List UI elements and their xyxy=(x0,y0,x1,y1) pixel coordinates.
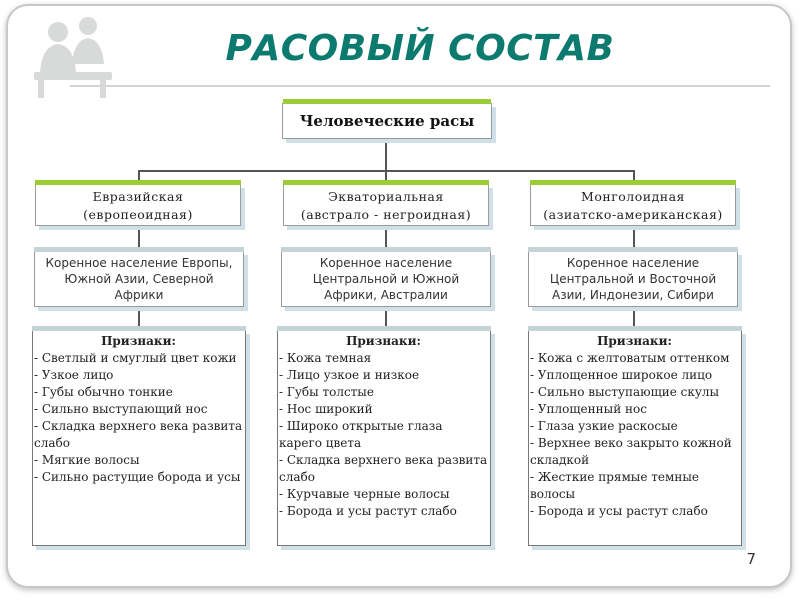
sign-item: - Верхнее веко закрыто кожной складкой xyxy=(530,436,732,467)
signs-header: Признаки: xyxy=(346,334,421,348)
signs-list xyxy=(530,350,739,520)
signs-header: Признаки: xyxy=(101,334,176,348)
race-node-eurasian xyxy=(35,184,241,226)
sign-item: - Губы обычно тонкие xyxy=(34,385,173,399)
sign-item: - Кожа темная xyxy=(279,351,372,365)
root-stem xyxy=(385,139,387,171)
race-node-equatorial xyxy=(283,184,489,226)
race-alt-name: (европеоидная) xyxy=(83,207,193,222)
race-name: Евразийская xyxy=(92,189,184,204)
signs-list xyxy=(279,350,488,520)
title-divider xyxy=(70,85,770,87)
sign-item: - Уплощенный нос xyxy=(530,402,647,416)
population-equatorial: Коренное население Центральной и Южной Африки, Австралии xyxy=(281,251,491,307)
signs-mongoloid xyxy=(528,330,742,546)
signs-eurasian xyxy=(32,330,246,546)
col2-drop-1 xyxy=(385,227,387,249)
sign-item: - Глаза узкие раскосые xyxy=(530,419,678,433)
sign-item: - Нос широкий xyxy=(279,402,373,416)
root-node: Человеческие расы xyxy=(282,103,492,139)
col3-drop-1 xyxy=(633,227,635,249)
sign-item: - Широко открытые глаза карего цвета xyxy=(279,419,443,450)
sign-item: - Борода и усы растут слабо xyxy=(279,504,457,518)
sign-item: - Узкое лицо xyxy=(34,368,114,382)
sign-item: - Губы толстые xyxy=(279,385,374,399)
signs-header: Признаки: xyxy=(597,334,672,348)
business-people-logo xyxy=(28,12,128,102)
sign-item: - Курчавые черные волосы xyxy=(279,487,450,501)
sign-item: - Борода и усы растут слабо xyxy=(530,504,708,518)
sign-item: - Жесткие прямые темные волосы xyxy=(530,470,700,501)
race-node-mongoloid xyxy=(530,184,736,226)
population-eurasian: Коренное население Европы, Южной Азии, Северной Африки xyxy=(34,251,244,307)
race-alt-name: (австрало - негроидная) xyxy=(300,207,472,222)
sign-item: - Складка верхнего века развита слабо xyxy=(34,419,243,450)
slide-title: РАСОВЫЙ СОСТАВ xyxy=(225,28,615,69)
population-mongoloid: Коренное население Центральной и Восточной Азии, Индонезии, Сибири xyxy=(528,251,738,307)
sign-item: - Светлый и смуглый цвет кожи xyxy=(34,351,237,365)
col3-drop-2 xyxy=(633,306,635,328)
sign-item: - Мягкие волосы xyxy=(34,453,140,467)
col1-drop-2 xyxy=(138,306,140,328)
race-name: Монголоидная xyxy=(581,189,685,204)
race-alt-name: (азиатско-американская) xyxy=(543,207,723,222)
signs-equatorial xyxy=(277,330,491,546)
race-name: Экваториальная xyxy=(328,189,444,204)
sign-item: - Сильно выступающие скулы xyxy=(530,385,720,399)
sign-item: - Сильно растущие борода и усы xyxy=(34,470,241,484)
sign-item: - Уплощенное широкое лицо xyxy=(530,368,713,382)
sign-item: - Лицо узкое и низкое xyxy=(279,368,420,382)
sign-item: - Кожа с желтоватым оттенком xyxy=(530,351,730,365)
col1-drop-1 xyxy=(138,227,140,249)
signs-list xyxy=(34,350,243,486)
col2-drop-2 xyxy=(385,306,387,328)
sign-item: - Складка верхнего века развита слабо xyxy=(279,453,488,484)
sign-item: - Сильно выступающий нос xyxy=(34,402,208,416)
page-number: 7 xyxy=(746,550,756,568)
